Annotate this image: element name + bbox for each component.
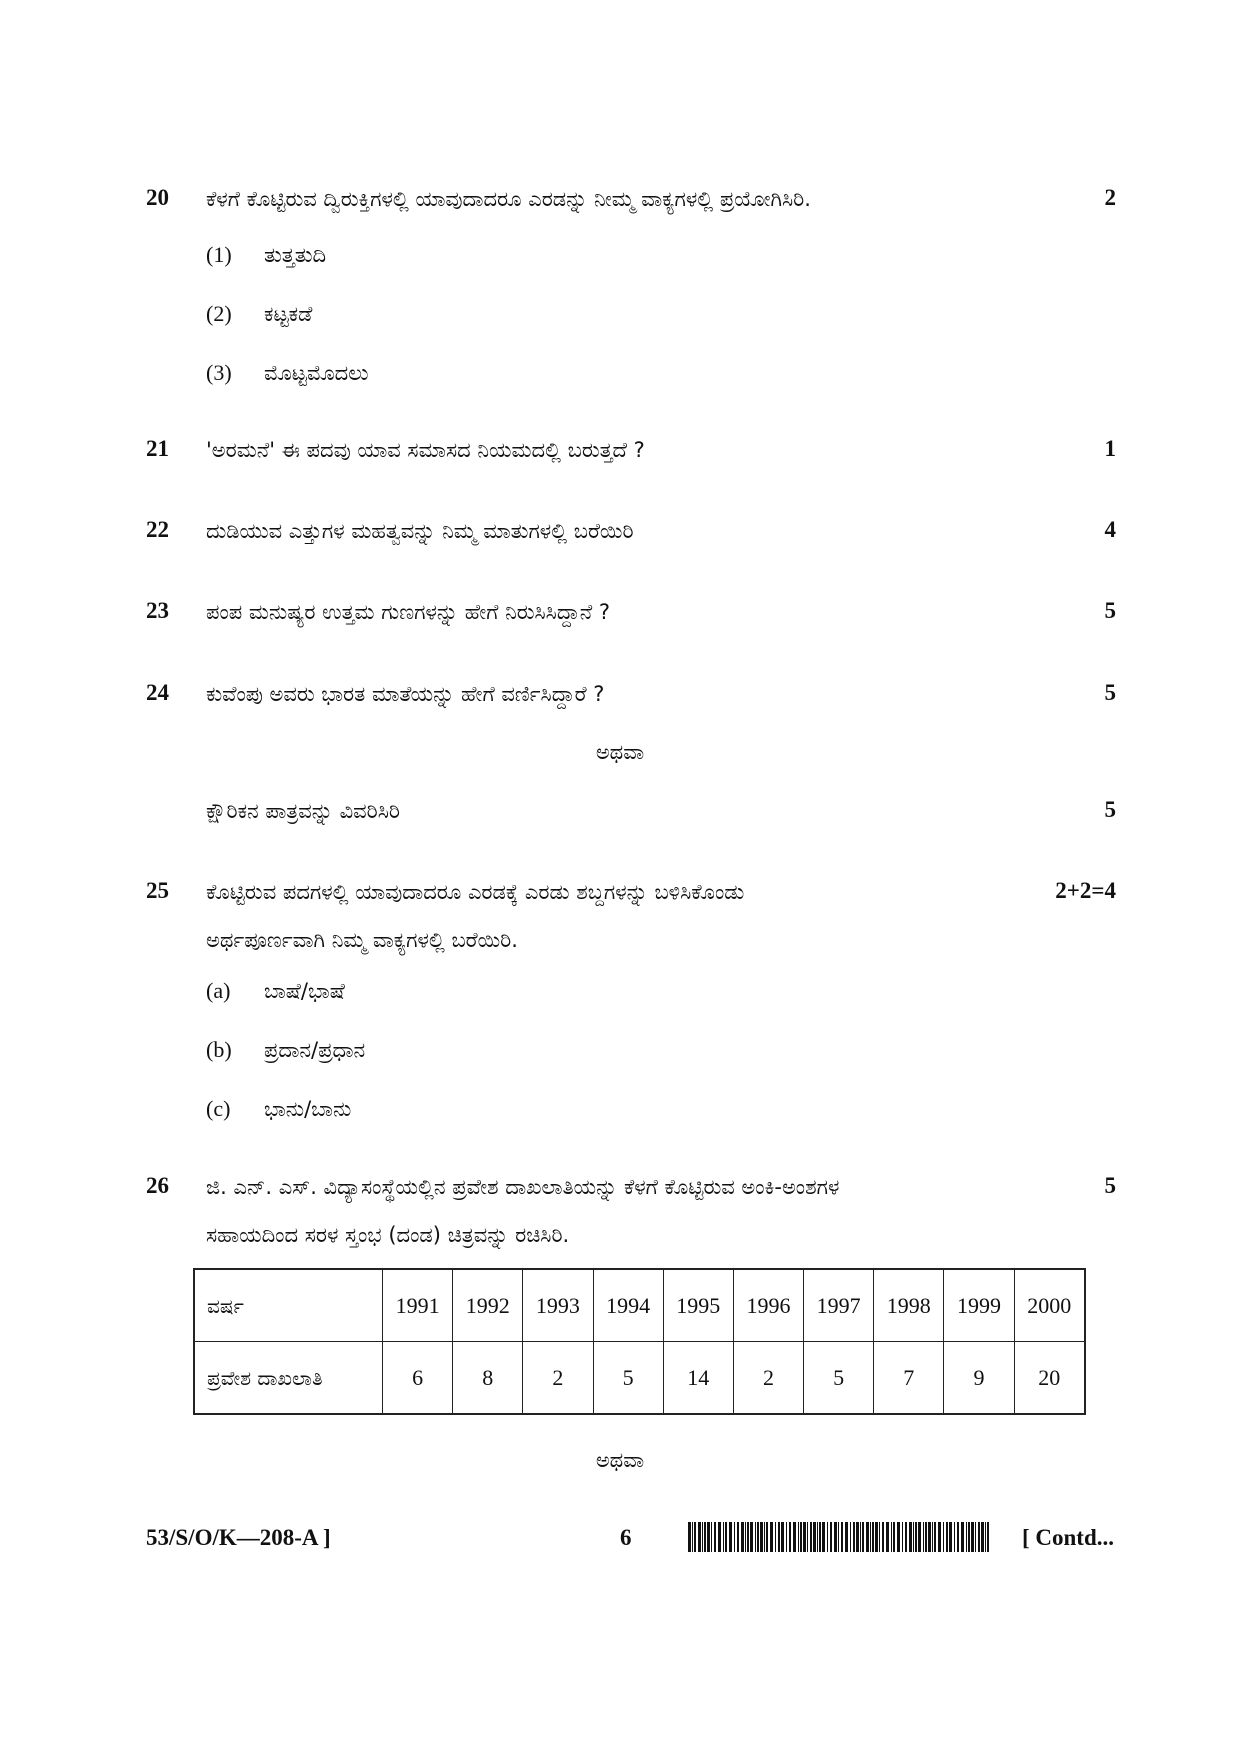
question-marks: 4 xyxy=(1104,517,1116,542)
option-label: (1) xyxy=(206,242,232,267)
year-cell: 1992 xyxy=(453,1269,523,1342)
question-23 xyxy=(146,598,1116,638)
question-number: 26 xyxy=(146,1173,169,1198)
table-row-years xyxy=(194,1269,1085,1342)
option-text: ಬಾಷೆ/ಭಾಷೆ xyxy=(264,979,345,1003)
question-21 xyxy=(146,436,1116,476)
option-text: ತುತ್ತತುದಿ xyxy=(264,243,327,267)
option-item xyxy=(206,360,369,392)
year-cell: 2000 xyxy=(1014,1269,1085,1342)
row-header: ವರ್ಷ xyxy=(194,1269,383,1342)
question-25 xyxy=(146,878,1116,968)
year-cell: 1996 xyxy=(733,1269,803,1342)
option-label: (3) xyxy=(206,360,232,385)
question-24 xyxy=(146,680,1116,720)
year-cell: 1998 xyxy=(874,1269,944,1342)
year-cell: 1997 xyxy=(804,1269,874,1342)
question-marks: 5 xyxy=(1104,797,1116,822)
admission-cell: 5 xyxy=(804,1342,874,1415)
question-marks: 5 xyxy=(1104,598,1116,623)
admission-cell: 14 xyxy=(663,1342,733,1415)
question-text: ಕ್ಷೌರಿಕನ ಪಾತ್ರವನ್ನು ವಿವರಿಸಿರಿ xyxy=(206,799,400,823)
question-text: ಪಂಪ ಮನುಷ್ಯರ ಉತ್ತಮ ಗುಣಗಳನ್ನು ಹೇಗೆ ನಿರುಸಿಸಿದ್ದಾನೆ ? xyxy=(206,600,611,624)
question-marks: 5 xyxy=(1104,680,1116,705)
continued-label: [ Contd... xyxy=(1021,1525,1114,1550)
question-text-line-2: ಅರ್ಥಪೂರ್ಣವಾಗಿ ನಿಮ್ಮ ವಾಕ್ಯಗಳಲ್ಲಿ ಬರೆಯಿರಿ. xyxy=(206,928,518,952)
option-label: (b) xyxy=(206,1037,232,1062)
admission-cell: 2 xyxy=(523,1342,593,1415)
option-label: (c) xyxy=(206,1096,231,1121)
question-number: 24 xyxy=(146,680,169,705)
option-label: (a) xyxy=(206,978,231,1003)
admission-cell: 6 xyxy=(383,1342,453,1415)
option-item xyxy=(206,1096,351,1128)
year-cell: 1993 xyxy=(523,1269,593,1342)
question-text: ಕುವೆಂಪು ಅವರು ಭಾರತ ಮಾತೆಯನ್ನು ಹೇಗೆ ವರ್ಣಿಸಿದ್ದಾರೆ ? xyxy=(206,682,605,706)
question-text: ಕೆಳಗೆ ಕೊಟ್ಟಿರುವ ದ್ವಿರುಕ್ತಿಗಳಲ್ಲಿ ಯಾವುದಾದರೂ ಎರಡನ್ನು ನೀಮ್ಮ ವಾಕ್ಯಗಳಲ್ಲಿ ಪ್ರಯೋಗಿಸಿರಿ. xyxy=(206,187,811,211)
option-item xyxy=(206,1037,365,1069)
or-separator: ಅಥವಾ xyxy=(595,740,645,764)
question-number: 25 xyxy=(146,878,169,903)
option-text: ಪ್ರದಾನ/ಪ್ರಧಾನ xyxy=(264,1038,366,1062)
question-number: 23 xyxy=(146,598,169,623)
option-label: (2) xyxy=(206,301,232,326)
option-text: ಕಟ್ಟಕಡೆ xyxy=(264,302,313,326)
table-row-admissions xyxy=(194,1342,1085,1415)
admission-cell: 8 xyxy=(453,1342,523,1415)
question-marks: 2+2=4 xyxy=(1055,878,1116,903)
question-26 xyxy=(146,1173,1116,1263)
admission-cell: 20 xyxy=(1014,1342,1085,1415)
question-20 xyxy=(146,185,1116,225)
admission-cell: 9 xyxy=(944,1342,1014,1415)
question-number: 22 xyxy=(146,517,169,542)
question-marks: 2 xyxy=(1104,185,1116,210)
or-separator: ಅಥವಾ xyxy=(595,1448,645,1472)
admission-cell: 2 xyxy=(733,1342,803,1415)
barcode-icon xyxy=(688,1522,992,1552)
admission-table xyxy=(193,1268,1086,1415)
admission-cell: 5 xyxy=(593,1342,663,1415)
question-text-line-1: ಕೊಟ್ಟಿರುವ ಪದಗಳಲ್ಲಿ ಯಾವುದಾದರೂ ಎರಡಕ್ಕೆ ಎರಡು ಶಬ್ದಗಳನ್ನು ಬಳಿಸಿಕೊಂಡು xyxy=(206,880,745,904)
option-item xyxy=(206,978,345,1010)
year-cell: 1999 xyxy=(944,1269,1014,1342)
year-cell: 1991 xyxy=(383,1269,453,1342)
option-text: ಮೊಟ್ಟಮೊದಲು xyxy=(264,361,369,385)
question-number: 20 xyxy=(146,185,169,210)
option-item xyxy=(206,301,312,333)
question-text-line-1: ಜಿ. ಎನ್. ಎಸ್. ವಿದ್ಯಾಸಂಸ್ಥೆಯಲ್ಲಿನ ಪ್ರವೇಶ ದಾಖಲಾತಿಯನ್ನು ಕೆಳಗೆ ಕೊಟ್ಟಿರುವ ಅಂಕಿ-ಅಂಶಗಳ xyxy=(206,1175,840,1199)
row-header: ಪ್ರವೇಶ ದಾಖಲಾತಿ xyxy=(194,1342,383,1415)
year-cell: 1994 xyxy=(593,1269,663,1342)
page-number: 6 xyxy=(620,1525,632,1550)
option-item xyxy=(206,242,326,274)
question-text: 'ಅರಮನೆ' ಈ ಪದವು ಯಾವ ಸಮಾಸದ ನಿಯಮದಲ್ಲಿ ಬರುತ್ತದೆ ? xyxy=(206,438,645,462)
question-marks: 1 xyxy=(1104,436,1116,461)
year-cell: 1995 xyxy=(663,1269,733,1342)
question-text: ದುಡಿಯುವ ಎತ್ತುಗಳ ಮಹತ್ವವನ್ನು ನಿಮ್ಮ ಮಾತುಗಳಲ್ಲಿ ಬರೆಯಿರಿ xyxy=(206,519,634,543)
paper-code: 53/S/O/K—208-A ] xyxy=(146,1525,331,1550)
question-text-line-2: ಸಹಾಯದಿಂದ ಸರಳ ಸ್ತಂಭ (ದಂಡ) ಚಿತ್ರವನ್ನು ರಚಿಸಿರಿ. xyxy=(206,1223,570,1247)
question-22 xyxy=(146,517,1116,557)
option-text: ಭಾನು/ಬಾನು xyxy=(264,1097,352,1121)
admission-cell: 7 xyxy=(874,1342,944,1415)
question-number: 21 xyxy=(146,436,169,461)
question-marks: 5 xyxy=(1104,1173,1116,1198)
question-24-alternative xyxy=(146,797,1116,837)
